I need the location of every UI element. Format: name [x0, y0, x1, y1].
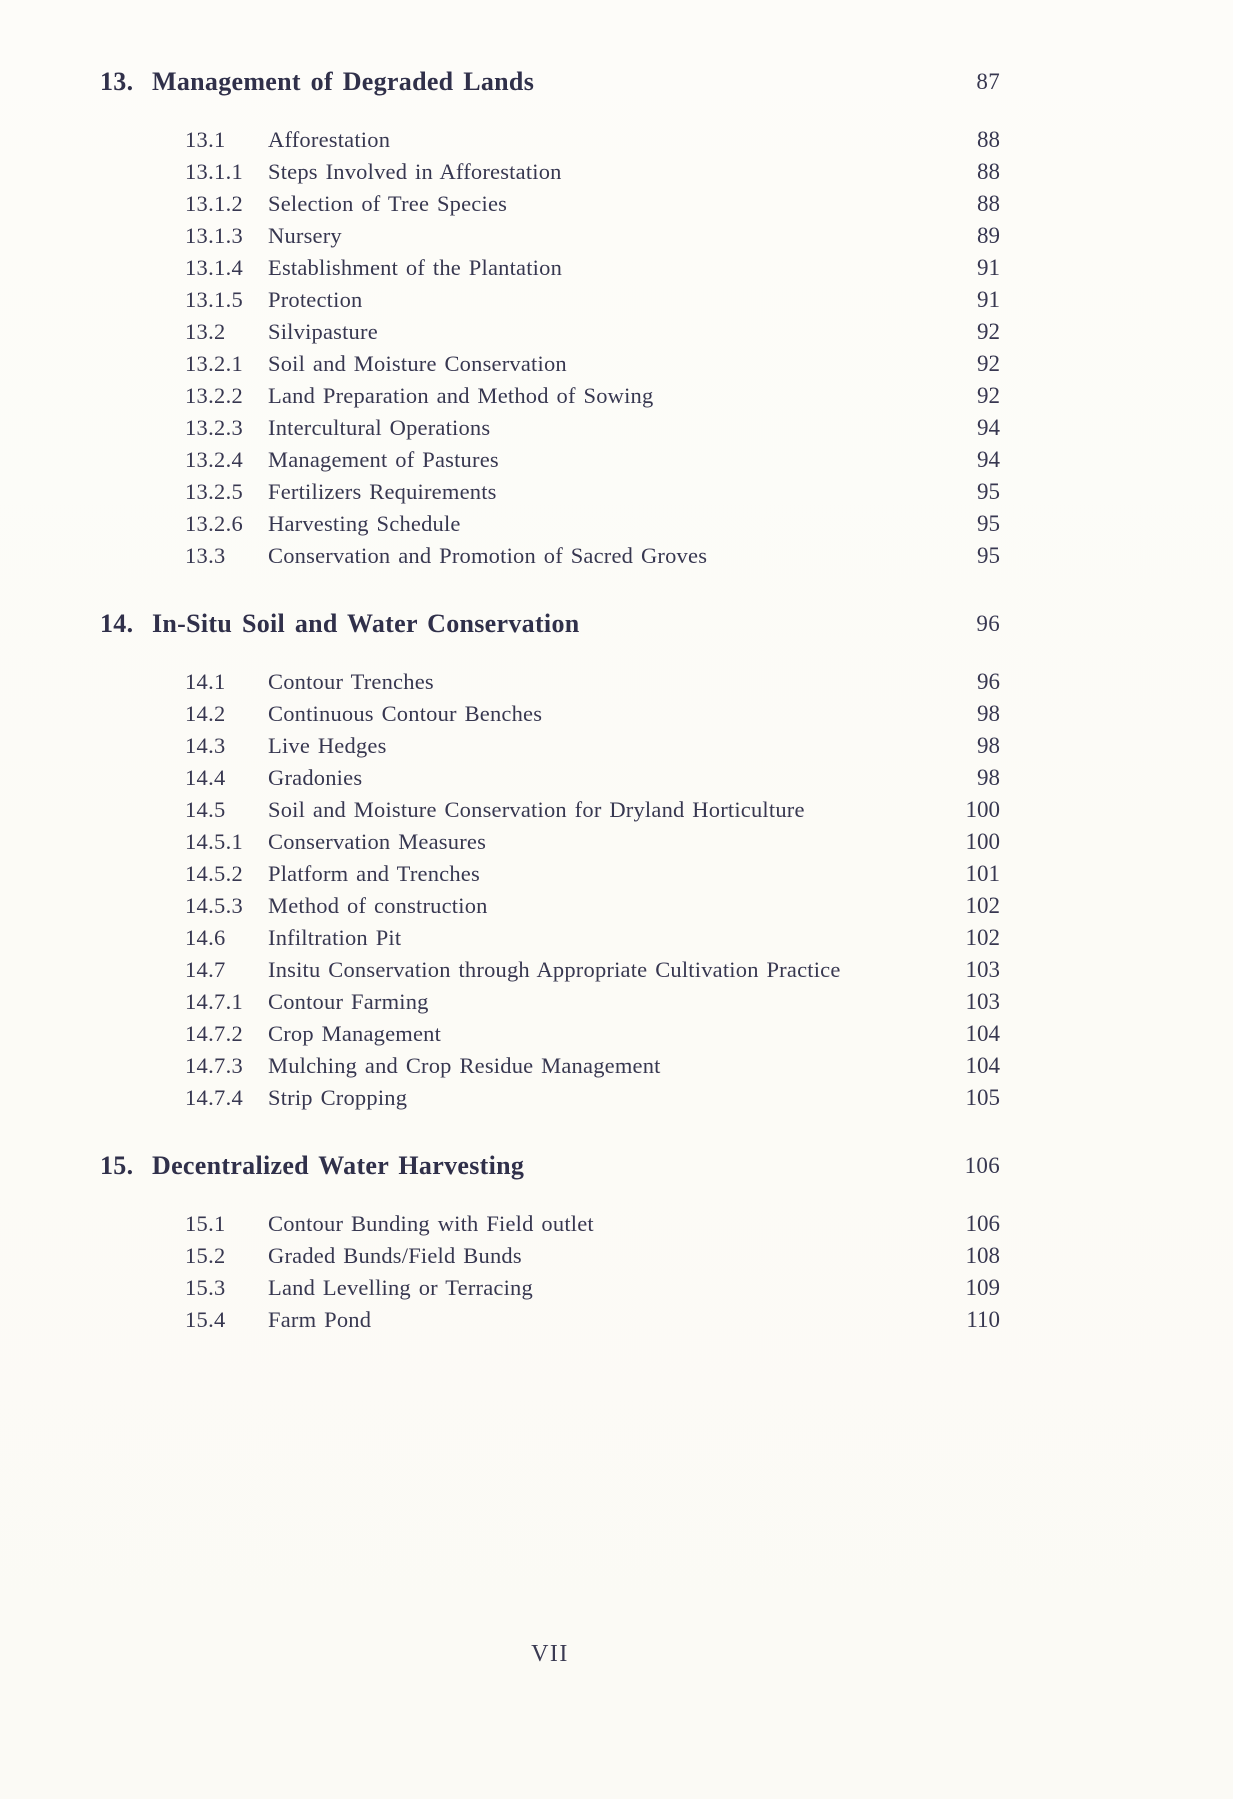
section-page: 87 [976, 69, 1000, 94]
entry-page: 98 [977, 701, 1000, 726]
entry-title: Strip Cropping [268, 1085, 408, 1110]
entry-page: 102 [965, 893, 1000, 918]
entry-title: Selection of Tree Species [268, 191, 508, 216]
entry-page: 95 [977, 511, 1000, 536]
toc-entry [185, 348, 1000, 380]
entry-title: Graded Bunds/Field Bunds [268, 1243, 522, 1268]
toc-entry [185, 156, 1000, 188]
entry-page: 95 [977, 479, 1000, 504]
toc-entry [185, 698, 1000, 730]
entry-page: 96 [977, 669, 1000, 694]
entry-page: 103 [965, 957, 1000, 982]
entry-title: Crop Management [268, 1021, 442, 1046]
entry-title: Management of Pastures [268, 447, 499, 472]
toc-entry [185, 476, 1000, 508]
entry-title: Contour Farming [268, 989, 429, 1014]
entry-title: Method of construction [268, 893, 488, 918]
entry-page: 88 [977, 191, 1000, 216]
entry-page: 100 [965, 797, 1000, 822]
entry-number: 13.1.4 [185, 255, 244, 280]
toc-entry [185, 540, 1000, 572]
entry-title: Soil and Moisture Conservation for Dryland Horticulture [268, 797, 805, 822]
entry-page: 106 [965, 1211, 1000, 1236]
entry-number: 14.6 [185, 925, 226, 950]
toc-entry [185, 380, 1000, 412]
entry-title: Farm Pond [268, 1307, 372, 1332]
entry-number: 13.1 [185, 127, 226, 152]
toc-entry [185, 1018, 1000, 1050]
entry-number: 13.2.6 [185, 511, 244, 536]
toc-entry [185, 508, 1000, 540]
entry-title: Infiltration Pit [268, 925, 402, 950]
toc-section [100, 62, 1000, 572]
toc-entry [185, 922, 1000, 954]
section-number: 14. [100, 609, 134, 638]
toc-entry [185, 1082, 1000, 1114]
toc-entry [185, 762, 1000, 794]
section-page: 106 [964, 1153, 1000, 1178]
page-footer [100, 1641, 1000, 1668]
entry-number: 15.2 [185, 1243, 226, 1268]
entry-page: 101 [965, 861, 1000, 886]
section-number: 15. [100, 1151, 134, 1180]
toc-entry [185, 954, 1000, 986]
entry-page: 94 [977, 447, 1000, 472]
entry-title: Establishment of the Plantation [268, 255, 563, 280]
entry-title: Mulching and Crop Residue Management [268, 1053, 661, 1078]
entry-page: 92 [977, 319, 1000, 344]
toc-entry [185, 316, 1000, 348]
entry-number: 14.3 [185, 733, 226, 758]
entry-number: 13.2.5 [185, 479, 244, 504]
toc-entry [185, 826, 1000, 858]
entry-page: 103 [965, 989, 1000, 1014]
entry-number: 13.2.1 [185, 351, 244, 376]
entry-number: 13.1.2 [185, 191, 244, 216]
entry-page: 100 [965, 829, 1000, 854]
entry-list [185, 666, 1000, 1114]
entry-number: 14.5 [185, 797, 226, 822]
entry-title: Land Levelling or Terracing [268, 1275, 533, 1300]
entry-title: Fertilizers Requirements [268, 479, 497, 504]
entry-title: Continuous Contour Benches [268, 701, 543, 726]
entry-title: Platform and Trenches [268, 861, 480, 886]
entry-number: 14.7.2 [185, 1021, 244, 1046]
toc-section [100, 1146, 1000, 1336]
entry-page: 88 [977, 159, 1000, 184]
entry-title: Steps Involved in Afforestation [268, 159, 562, 184]
entry-number: 14.7.4 [185, 1085, 244, 1110]
toc-entry [185, 858, 1000, 890]
entry-page: 91 [977, 255, 1000, 280]
entry-title: Soil and Moisture Conservation [268, 351, 567, 376]
section-heading [100, 1146, 1000, 1186]
entry-number: 14.4 [185, 765, 226, 790]
toc-entry [185, 412, 1000, 444]
entry-page: 95 [977, 543, 1000, 568]
entry-page: 88 [977, 127, 1000, 152]
entry-number: 13.1.5 [185, 287, 244, 312]
toc-entry [185, 986, 1000, 1018]
toc-entry [185, 284, 1000, 316]
entry-number: 15.3 [185, 1275, 226, 1300]
entry-page: 98 [977, 733, 1000, 758]
entry-title: Conservation Measures [268, 829, 487, 854]
entry-title: Silvipasture [268, 319, 378, 344]
toc-entry [185, 220, 1000, 252]
entry-title: Harvesting Schedule [268, 511, 461, 536]
entry-number: 14.5.1 [185, 829, 244, 854]
entry-page: 92 [977, 351, 1000, 376]
entry-number: 13.2 [185, 319, 226, 344]
section-title: In-Situ Soil and Water Conservation [152, 609, 580, 638]
entry-page: 98 [977, 765, 1000, 790]
entry-title: Afforestation [268, 127, 391, 152]
entry-number: 14.7.1 [185, 989, 244, 1014]
toc-entry [185, 1304, 1000, 1336]
entry-number: 13.2.2 [185, 383, 244, 408]
section-heading [100, 62, 1000, 102]
entry-number: 13.2.3 [185, 415, 244, 440]
entry-number: 15.4 [185, 1307, 226, 1332]
toc-entry [185, 1208, 1000, 1240]
entry-page: 102 [965, 925, 1000, 950]
entry-page: 104 [965, 1053, 1000, 1078]
toc-entry [185, 1272, 1000, 1304]
entry-number: 14.7 [185, 957, 226, 982]
entry-number: 14.5.2 [185, 861, 244, 886]
entry-page: 109 [965, 1275, 1000, 1300]
entry-number: 14.2 [185, 701, 226, 726]
toc-entry [185, 444, 1000, 476]
entry-list [185, 1208, 1000, 1336]
entry-number: 14.1 [185, 669, 226, 694]
entry-page: 89 [977, 223, 1000, 248]
entry-number: 13.2.4 [185, 447, 244, 472]
entry-title: Protection [268, 287, 363, 312]
section-heading [100, 604, 1000, 644]
entry-page: 105 [965, 1085, 1000, 1110]
entry-page: 94 [977, 415, 1000, 440]
entry-title: Contour Bunding with Field outlet [268, 1211, 594, 1236]
section-title: Management of Degraded Lands [152, 67, 535, 96]
entry-title: Contour Trenches [268, 669, 434, 694]
entry-title: Intercultural Operations [268, 415, 491, 440]
toc-entry [185, 1050, 1000, 1082]
toc-entry [185, 730, 1000, 762]
entry-title: Conservation and Promotion of Sacred Groves [268, 543, 708, 568]
section-title: Decentralized Water Harvesting [152, 1151, 525, 1180]
entry-number: 14.5.3 [185, 893, 244, 918]
toc-entry [185, 252, 1000, 284]
toc-entry [185, 1240, 1000, 1272]
toc-entry [185, 666, 1000, 698]
toc-entry [185, 890, 1000, 922]
section-page: 96 [976, 611, 1000, 636]
entry-number: 13.1.3 [185, 223, 244, 248]
entry-title: Live Hedges [268, 733, 387, 758]
toc-entry [185, 794, 1000, 826]
page-number-roman: VII [531, 1641, 569, 1667]
entry-list [185, 124, 1000, 572]
entry-page: 108 [965, 1243, 1000, 1268]
entry-number: 15.1 [185, 1211, 226, 1236]
toc-entry [185, 124, 1000, 156]
entry-title: Insitu Conservation through Appropriate Cultivation Practice [268, 957, 841, 982]
entry-number: 13.3 [185, 543, 226, 568]
entry-title: Nursery [268, 223, 342, 248]
toc-entry [185, 188, 1000, 220]
entry-title: Gradonies [268, 765, 363, 790]
entry-number: 13.1.1 [185, 159, 244, 184]
entry-number: 14.7.3 [185, 1053, 244, 1078]
entry-page: 92 [977, 383, 1000, 408]
entry-title: Land Preparation and Method of Sowing [268, 383, 654, 408]
entry-page: 104 [965, 1021, 1000, 1046]
toc-section [100, 604, 1000, 1114]
entry-page: 91 [977, 287, 1000, 312]
section-number: 13. [100, 67, 134, 96]
entry-page: 110 [966, 1307, 1000, 1332]
